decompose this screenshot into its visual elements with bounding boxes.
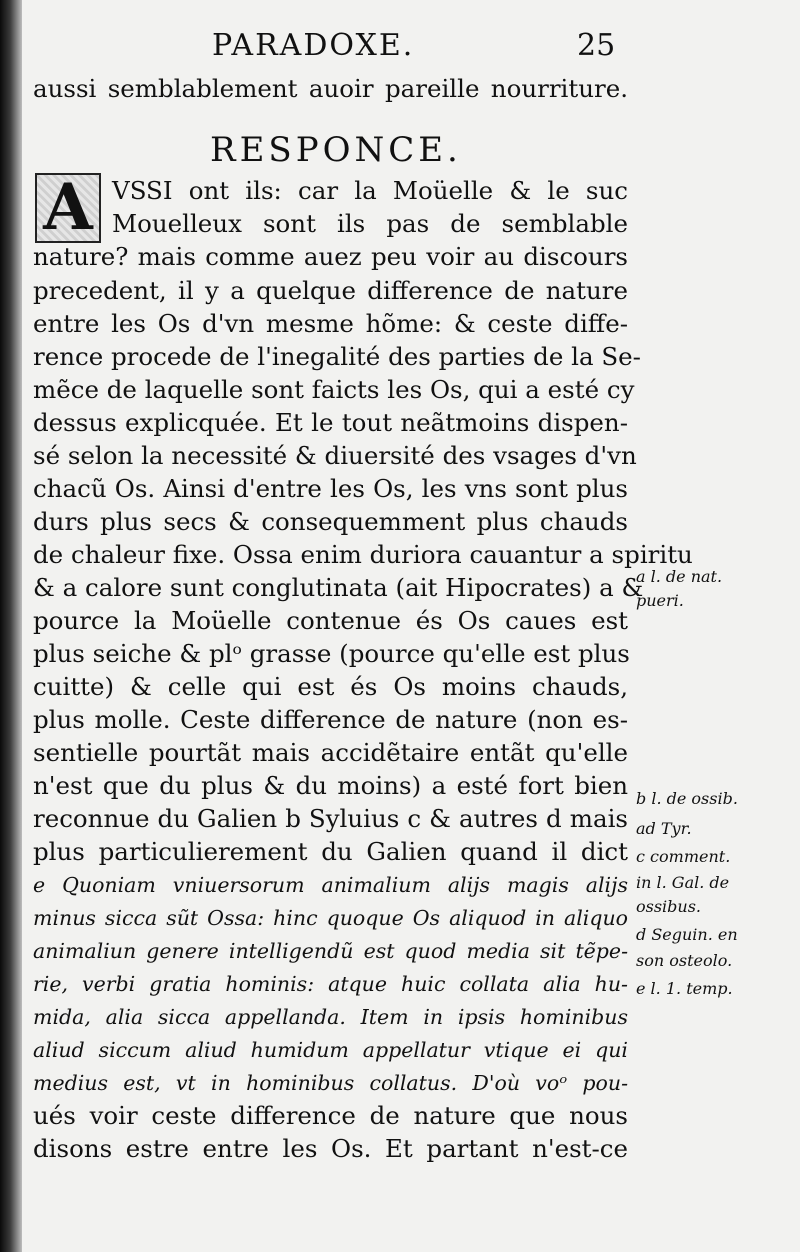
text-line: sentielle pourtãt mais accidẽtaire entãt qu'elle: [33, 738, 628, 767]
margin-note: e l. 1. temp.: [636, 979, 733, 998]
text-line: n'est que du plus & du moins) a esté fort bien: [33, 771, 628, 800]
drop-cap-letter: A: [43, 170, 93, 245]
text-line-latin: mida, alia sicca appellanda. Item in ipsis hominibus: [33, 1005, 628, 1029]
margin-note: son osteolo.: [636, 951, 733, 970]
margin-note: b l. de ossib.: [636, 789, 738, 808]
margin-note: ossibus.: [636, 897, 702, 916]
margin-note: d Seguin. en: [636, 925, 738, 944]
text-line: pource la Moüelle contenue és Os caues est: [33, 606, 628, 635]
text-line: dessus explicquée. Et le tout neãtmoins dispen-: [33, 408, 628, 437]
text-line: entre les Os d'vn mesme hõme: & ceste diffe-: [33, 309, 628, 338]
margin-note: a l. de nat.: [636, 567, 723, 586]
margin-note: pueri.: [636, 591, 684, 610]
text-line: durs plus secs & consequemment plus chauds: [33, 507, 628, 536]
text-line: cuitte) & celle qui est és Os moins chauds,: [33, 672, 628, 701]
margin-note: c comment.: [636, 847, 731, 866]
text-line: sé selon la necessité & diuersité des vsages d'vn: [33, 441, 637, 470]
text-line: plus particulierement du Galien quand il dict: [33, 837, 628, 866]
text-line-latin: animaliun genere intelligendũ est quod media sit tẽpe-: [33, 939, 628, 963]
margin-note: ad Tyr.: [636, 819, 692, 838]
text-line: ués voir ceste difference de nature que nous: [33, 1101, 628, 1130]
text-line-latin: rie, verbi gratia hominis: atque huic collata alia hu-: [33, 972, 628, 996]
text-line: chacũ Os. Ainsi d'entre les Os, les vns sont plus: [33, 474, 628, 503]
text-line: rence procede de l'inegalité des parties de la Se-: [33, 342, 641, 371]
section-heading: RESPONCE.: [210, 130, 462, 170]
page-gutter-shadow: [0, 0, 22, 1252]
text-line-first: aussi semblablement auoir pareille nourriture.: [33, 74, 628, 103]
text-line-latin: e Quoniam vniuersorum animalium alijs magis alijs: [33, 873, 628, 897]
text-line: VSSI ont ils: car la Moüelle & le suc: [112, 176, 628, 205]
text-line: de chaleur fixe. Ossa enim duriora cauantur a spiritu: [33, 540, 693, 569]
text-line: plus seiche & plᵒ grasse (pource qu'elle est plus: [33, 639, 630, 668]
text-line: & a calore sunt conglutinata (ait Hipocrates) a &: [33, 573, 644, 602]
text-line: plus molle. Ceste difference de nature (non es-: [33, 705, 628, 734]
text-line: precedent, il y a quelque difference de nature: [33, 276, 628, 305]
page-number: 25: [577, 28, 616, 63]
text-line-latin: medius est, vt in hominibus collatus. D'où voᵒ pou-: [33, 1071, 628, 1095]
text-line-latin: minus sicca sũt Ossa: hinc quoque Os aliquod in aliquo: [33, 906, 628, 930]
drop-cap-ornament: [35, 170, 101, 245]
text-line: nature? mais comme auez peu voir au discours: [33, 242, 628, 271]
text-line-latin: aliud siccum aliud humidum appellatur vtique ei qui: [33, 1038, 628, 1062]
running-head-title: PARADOXE.: [212, 28, 415, 63]
margin-note: in l. Gal. de: [636, 873, 730, 892]
text-line: reconnue du Galien b Syluius c & autres d mais: [33, 804, 628, 833]
text-line: Mouelleux sont ils pas de semblable: [112, 209, 628, 238]
text-line: mẽce de laquelle sont faicts les Os, qui a esté cy: [33, 375, 635, 404]
running-head: [0, 26, 800, 66]
text-line: disons estre entre les Os. Et partant n'est-ce: [33, 1134, 628, 1163]
